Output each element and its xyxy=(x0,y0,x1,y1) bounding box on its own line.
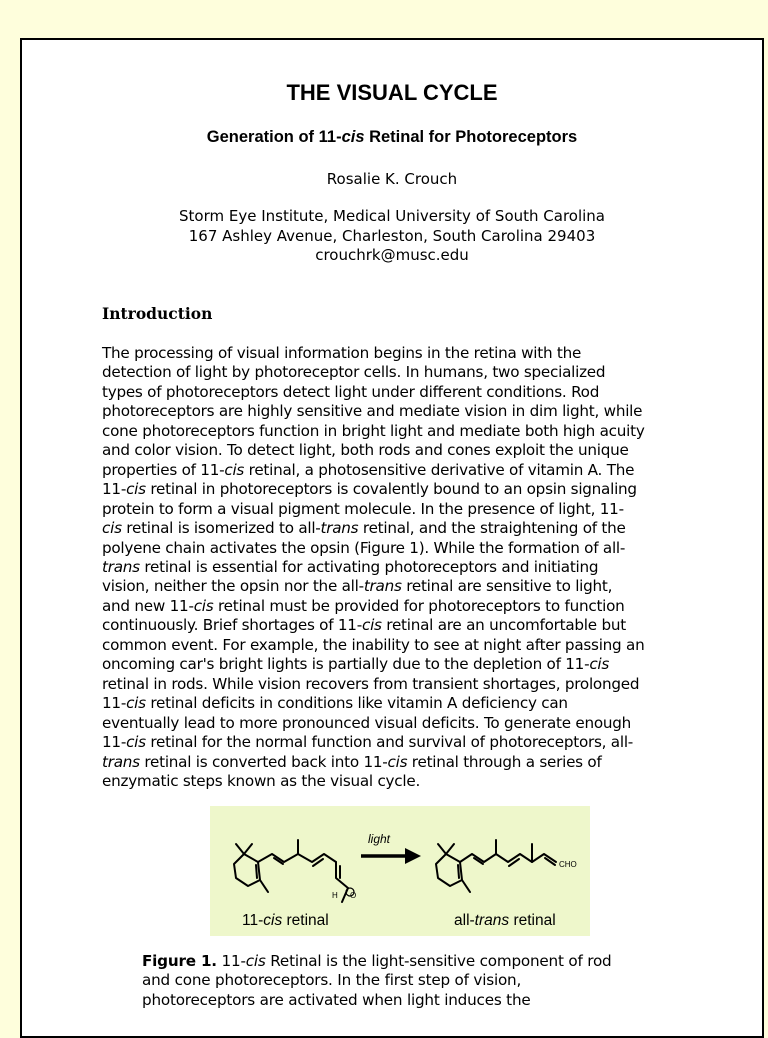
trans-retinal-label: all-trans retinal xyxy=(454,912,556,929)
paragraph-text: retinal in photoreceptors is covalently bound to an opsin signaling xyxy=(145,480,637,499)
paragraph-text: vision, neither the opsin nor the all- xyxy=(102,577,364,596)
affiliation-address: 167 Ashley Avenue, Charleston, South Carolina 29403 xyxy=(188,226,596,245)
paragraph-text: trans xyxy=(320,519,359,538)
paragraph-text: cone photoreceptors function in bright light and mediate both high acuity xyxy=(102,421,645,440)
paragraph-text: cis xyxy=(126,480,146,499)
paragraph-line xyxy=(102,500,702,519)
author-name: Rosalie K. Crouch xyxy=(326,170,458,188)
paragraph-text: cis xyxy=(126,733,146,752)
paragraph-line xyxy=(102,558,702,577)
paragraph-text: trans xyxy=(102,752,140,771)
caption-text: cis xyxy=(245,952,266,970)
cis-retinal-label: 11-cis retinal xyxy=(242,912,329,929)
trans-gem-methyl-1 xyxy=(438,844,446,854)
paragraph-text: and color vision. To detect light, both rods and cones exploit the unique xyxy=(102,441,629,460)
cis-gem-methyl-2 xyxy=(244,844,252,854)
paragraph-text: 11- xyxy=(102,733,127,752)
paragraph-text: trans xyxy=(102,557,140,576)
light-label: light xyxy=(368,832,391,846)
paragraph-text: cis xyxy=(126,694,146,713)
figure-1-diagram xyxy=(210,806,590,936)
paragraph-text: cis xyxy=(102,519,122,538)
paragraph-line xyxy=(102,733,702,752)
paragraph-text: cis xyxy=(589,655,610,674)
paragraph-text: cis xyxy=(224,460,245,479)
paragraph-text: retinal are an uncomfortable but xyxy=(381,616,626,635)
paragraph-line xyxy=(102,597,702,616)
cis-gem-methyl-1 xyxy=(236,844,244,854)
paragraph-text: retinal is isomerized to all- xyxy=(121,519,321,538)
paragraph-text: oncoming car's bright lights is partially due to the depletion of 11- xyxy=(102,655,590,674)
subtitle-part-2: cis xyxy=(341,128,365,146)
paragraph-text: retinal, and the straightening of the xyxy=(358,519,626,538)
paragraph-text: properties of 11- xyxy=(102,460,225,479)
subtitle-part-1: Generation of 11- xyxy=(206,128,342,146)
cis-chain xyxy=(258,854,336,862)
paragraph-text: photoreceptors are highly sensitive and mediate vision in dim light, while xyxy=(102,402,643,421)
section-heading-introduction: Introduction xyxy=(102,304,213,323)
cis-ring-methyl xyxy=(260,880,268,892)
paragraph-line xyxy=(102,461,702,480)
paragraph-text: polyene chain activates the opsin (Figure 1). While the formation of all- xyxy=(102,538,626,557)
affiliation-block xyxy=(22,207,762,266)
paragraph-line xyxy=(102,714,702,733)
paragraph-line xyxy=(102,480,702,499)
paragraph-text: 11- xyxy=(102,480,127,499)
paragraph-text: retinal through a series of xyxy=(407,752,602,771)
caption-text: Figure 1. xyxy=(142,952,217,970)
paragraph-text: common event. For example, the inability to see at night after passing an xyxy=(102,635,645,654)
paragraph-text: detection of light by photoreceptor cells. In humans, two specialized xyxy=(102,363,606,382)
paragraph-text: cis xyxy=(361,616,382,635)
cis-h-label: H xyxy=(332,891,338,900)
paragraph-line xyxy=(102,402,702,421)
figure-1-caption xyxy=(142,952,682,1010)
trans-ring-methyl xyxy=(462,880,470,892)
paragraph-line xyxy=(102,422,702,441)
paragraph-text: retinal must be provided for photoreceptors to function xyxy=(213,596,625,615)
paragraph-line xyxy=(102,441,702,460)
paragraph-text: retinal in rods. While vision recovers from transient shortages, prolonged xyxy=(102,674,640,693)
paragraph-line xyxy=(102,636,702,655)
cho-label: CHO xyxy=(559,860,577,869)
paragraph-text: and new 11- xyxy=(102,596,194,615)
paragraph-text: retinal are sensitive to light, xyxy=(401,577,613,596)
cis-bend xyxy=(336,862,348,888)
paragraph-text: retinal is converted back into 11- xyxy=(139,752,388,771)
caption-text: 11- xyxy=(216,952,246,970)
trans-ring-double-bond xyxy=(458,865,459,878)
paragraph-text: The processing of visual information begins in the retina with the xyxy=(102,344,582,362)
author-email[interactable]: crouchrk@musc.edu xyxy=(315,246,469,264)
paragraph-text: eventually lead to more pronounced visual deficits. To generate enough xyxy=(102,713,632,732)
paragraph-line xyxy=(102,383,702,402)
paragraph-line xyxy=(102,363,702,382)
document-page xyxy=(20,38,764,1038)
paragraph-text: protein to form a visual pigment molecule. In the presence of light, 11- xyxy=(102,499,624,518)
trans-gem-methyl-2 xyxy=(446,844,454,854)
paragraph-line xyxy=(102,694,702,713)
paragraph-text: retinal deficits in conditions like vitamin A deficiency can xyxy=(145,694,568,713)
introduction-paragraph xyxy=(102,344,702,791)
paragraph-text: cis xyxy=(193,596,214,615)
paragraph-line xyxy=(102,616,702,635)
paragraph-line xyxy=(102,675,702,694)
paragraph-line xyxy=(102,344,702,363)
caption-line xyxy=(142,952,682,971)
affiliation-institution: Storm Eye Institute, Medical University of South Carolina xyxy=(178,207,605,225)
paragraph-text: enzymatic steps known as the visual cycle. xyxy=(102,771,421,790)
page-title: THE VISUAL CYCLE xyxy=(286,80,498,105)
light-arrow-head xyxy=(405,848,421,864)
paragraph-line xyxy=(102,577,702,596)
caption-line xyxy=(142,971,682,990)
paragraph-line xyxy=(102,539,702,558)
paragraph-text: retinal for the normal function and survival of photoreceptors, all- xyxy=(145,733,634,752)
caption-line xyxy=(142,991,682,1010)
paragraph-line xyxy=(102,753,702,772)
cis-ring-double-bond xyxy=(256,865,257,878)
paragraph-text: retinal is essential for activating photoreceptors and initiating xyxy=(139,557,599,576)
paragraph-text: types of photoreceptors detect light under different conditions. Rod xyxy=(102,382,600,401)
paragraph-text: retinal, a photosensitive derivative of vitamin A. The xyxy=(244,460,635,479)
paragraph-text: cis xyxy=(387,752,408,771)
subtitle-part-3: Retinal for Photoreceptors xyxy=(364,128,578,146)
page-subtitle xyxy=(22,128,762,147)
paragraph-text: trans xyxy=(363,577,402,596)
cis-o-label: O xyxy=(350,891,357,900)
caption-text: and cone photoreceptors. In the first step of vision, xyxy=(142,971,522,990)
paragraph-text: continuously. Brief shortages of 11- xyxy=(102,616,362,635)
paragraph-line xyxy=(102,772,702,791)
paragraph-text: 11- xyxy=(102,694,127,713)
paragraph-line xyxy=(102,519,702,538)
paragraph-line xyxy=(102,655,702,674)
caption-text: Retinal is the light-sensitive component of rod xyxy=(265,952,612,970)
caption-text: photoreceptors are activated when light induces the xyxy=(142,990,531,1009)
